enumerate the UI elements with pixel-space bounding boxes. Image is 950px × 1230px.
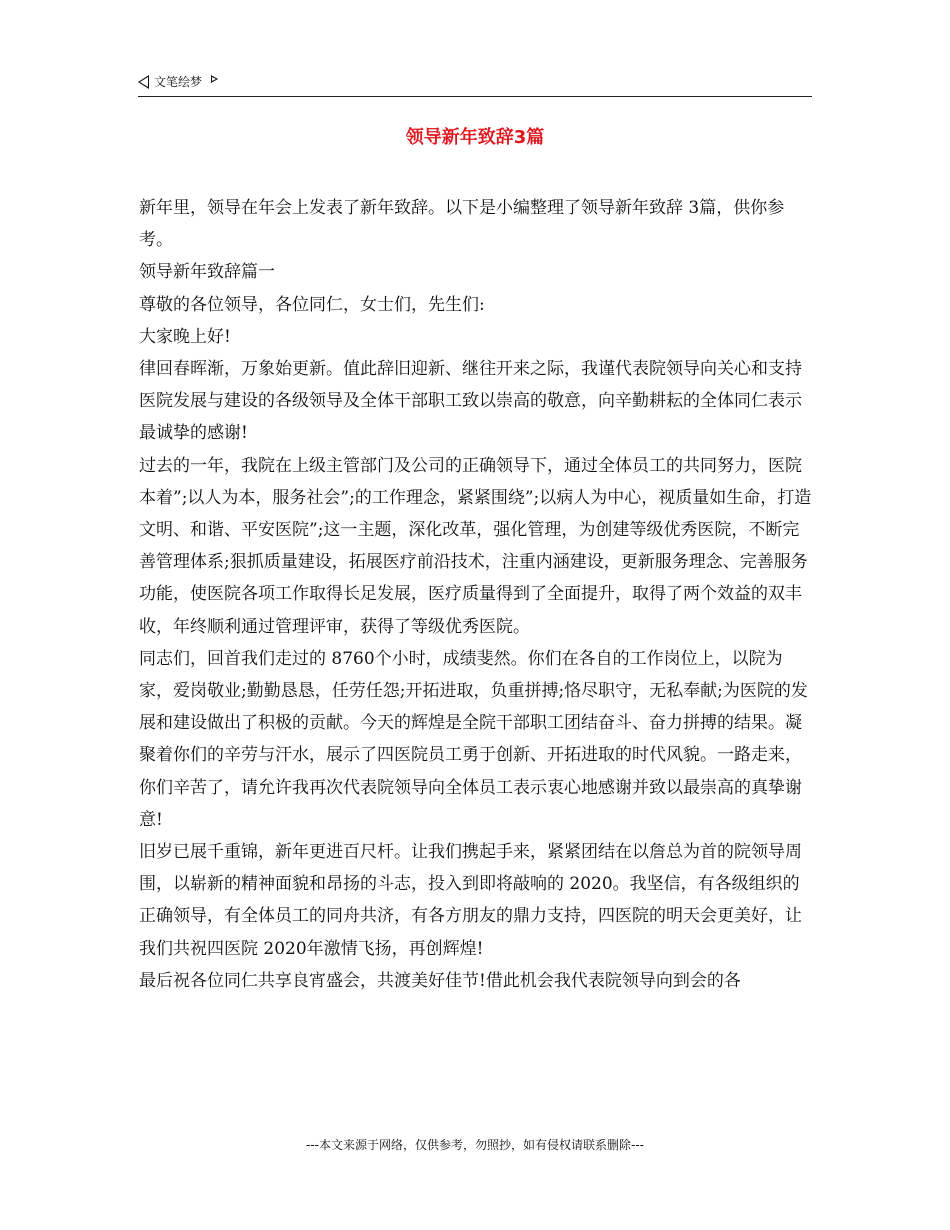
paragraph: 最后祝各位同仁共享良宵盛会，共渡美好佳节!借此机会我代表院领导向到会的各 — [139, 970, 741, 991]
section-heading: 领导新年致辞篇一 — [139, 262, 275, 283]
page-footer: ---本文来源于网络，仅供参考，勿照抄，如有侵权请联系删除--- — [306, 1138, 644, 1152]
brand-name: 文笔绘梦 — [154, 75, 203, 89]
paragraph: 同志们，回首我们走过的 8760个小时，成绩斐然。你们在各自的工作岗位上，以院为家，爱岗敬业;勤勤恳恳，任劳任怨;开拓进取，负重拼搏;恪尽职守，无私奉献;为医院的发展和建设做出了积极的贡献。今天的辉煌是全院干部职工团结奋斗、奋力拼搏的结果。凝聚着你们的辛劳与汗水，展示了四医院员工勇于创新、开拓进取的时代风貌。一路走来，你们辛苦了，请允许我再次代表院领导向全体员工表示衷心地感谢并致以最崇高的真挚谢意! — [139, 648, 808, 830]
triangle-right-icon — [211, 75, 218, 83]
document-body — [139, 192, 815, 997]
paragraph: 律回春晖渐，万象始更新。值此辞旧迎新、继往开来之际，我谨代表院领导向关心和支持医院发展与建设的各级领导及全体干部职工致以崇高的敬意，向辛勤耕耘的全体同仁表示最诚挚的感谢! — [139, 359, 802, 444]
paragraph-greeting: 大家晚上好! — [139, 326, 231, 347]
paragraph: 过去的一年，我院在上级主管部门及公司的正确领导下，通过全体员工的共同努力，医院本着”;以人为本，服务社会”;的工作理念，紧紧围绕”;以病人为中心，视质量如生命，打造文明、和谐、平安医院”;这一主题，深化改革，强化管理，为创建等级优秀医院，不断完善管理体系;狠抓质量建设，拓展医疗前沿技术，注重内涵建设，更新服务理念、完善服务功能，使医院各项工作取得长足发展，医疗质量得到了全面提升，取得了两个效益的双丰收，年终顺利通过管理评审，获得了等级优秀医院。 — [139, 455, 812, 637]
paragraph-salutation: 尊敬的各位领导，各位同仁，女士们，先生们: — [139, 294, 485, 315]
brand-logo — [138, 73, 218, 90]
paragraph: 旧岁已展千重锦，新年更进百尺杆。让我们携起手来，紧紧团结在以詹总为首的院领导周围，以崭新的精神面貌和昂扬的斗志，投入到即将敲响的 2020。我坚信，有各级组织的正确领导，有全体员工的同舟共济，有各方朋友的鼎力支持，四医院的明天会更美好，让我们共祝四医院 2020年激情飞扬，再创辉煌! — [139, 842, 802, 959]
triangle-left-icon — [138, 75, 149, 89]
document-title: 领导新年致辞3篇 — [405, 127, 545, 148]
paragraph-intro: 新年里，领导在年会上发表了新年致辞。以下是小编整理了领导新年致辞 3篇，供你参考。 — [139, 198, 785, 251]
page-header — [138, 70, 812, 97]
